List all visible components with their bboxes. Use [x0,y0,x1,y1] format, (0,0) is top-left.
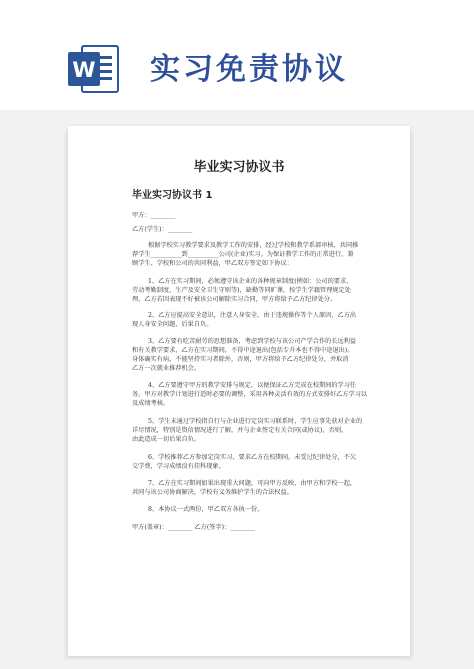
intro-line: 荐学生__________到__________公司(企业)实习。为保证教学工作的正常进行，兼 [132,251,354,258]
clause-5-line: 由此造成一切后果自负。 [132,436,201,443]
document-subheading: 毕业实习协议书 1 [132,190,213,201]
clause-1-line: 劳动考勤制度、生产及安全卫生守则等)，缺勤等同旷课，按学生学籍管理规定处 [132,287,351,294]
clause-8-line: 8、本协议一式两份，甲乙双方各执一份。 [148,506,264,513]
clause-2-line: 现人身安全问题，后果自负。 [132,321,213,328]
intro-line: 根据学校实习教学要求及教学工作的安排，经过学校和教学系部审核，共同推 [148,242,359,249]
clause-6-line: 6、学校推荐乙方参加定岗实习，要求乙方在校期间，未受过纪律处分，不欠 [148,454,357,461]
banner [0,0,474,110]
clause-4-line: 及成绩考核。 [132,400,170,407]
clause-3-line: 身体确实有病，不能坚持实习者除外，否则，甲方将给予乙方纪律处分，并取消 [132,356,349,363]
clause-2-line: 2、乙方应提高安全意识，注意人身安全。由于违规操作等个人原因，乙方出 [148,312,357,319]
clause-6-line: 交学费，学习成绩没有挂科现象。 [132,463,225,470]
word-icon-letter: W [72,58,96,82]
clause-3-line: 3、乙方要有吃苦耐劳的思想准备，考虑到学校与该公司产学合作的长远利益 [148,338,357,345]
party-b-line: 乙方(学生)：________ [132,226,193,233]
clause-1-line: 1、乙方在实习期间，必须遵守该企业的各种规章制度(例如：公司的要求、 [148,278,353,285]
signature-line: 甲方(盖章)：________ 乙方(签字)：________ [132,524,255,531]
clause-5-line: 5、学生未通过学校指自行与企业进行定岗实习联系时，学生应事先获对企业的 [148,418,363,425]
document-heading: 毕业实习协议书 [193,160,285,175]
clause-4-line: 务。甲方对教学计划进行适时必要的调整，采用各种灵活有效的方式安排好乙方学习以 [132,391,368,398]
clause-7-line: 7、乙方在实习期间如果出现重大问题，可向甲方反映，由甲方和学校一起， [148,480,357,487]
word-document-icon [66,42,122,98]
clause-3-line: 乙方一次就业推荐机会。 [132,365,201,372]
party-a-line: 甲方：________ [132,212,176,219]
clause-4-line: 4、乙方要遵守甲方的教学安排与规定，以便保证乙方完成在校期间的学习任 [148,382,357,389]
intro-line: 顾学生、学校和公司的共同利益，甲乙双方签定如下协议： [132,260,293,267]
document-page [68,126,410,656]
clause-7-line: 共同与该公司协商解决，学校有义务维护学生的合法权益。 [132,489,293,496]
clause-1-line: 理。乙方若因表现不好被该公司解除实习合同，甲方将给予乙方纪律处分。 [132,296,337,303]
clause-3-line: 和有关教学要求，乙方在实习期间，不得中途退出(包括专升本也不得中途退出)。 [132,347,354,354]
clause-5-line: 详尽情况，特别是资信情况进行了解，并与企业签定有关合同(或协议)，否则， [132,427,348,434]
banner-title: 实习免责协议 [150,52,348,87]
